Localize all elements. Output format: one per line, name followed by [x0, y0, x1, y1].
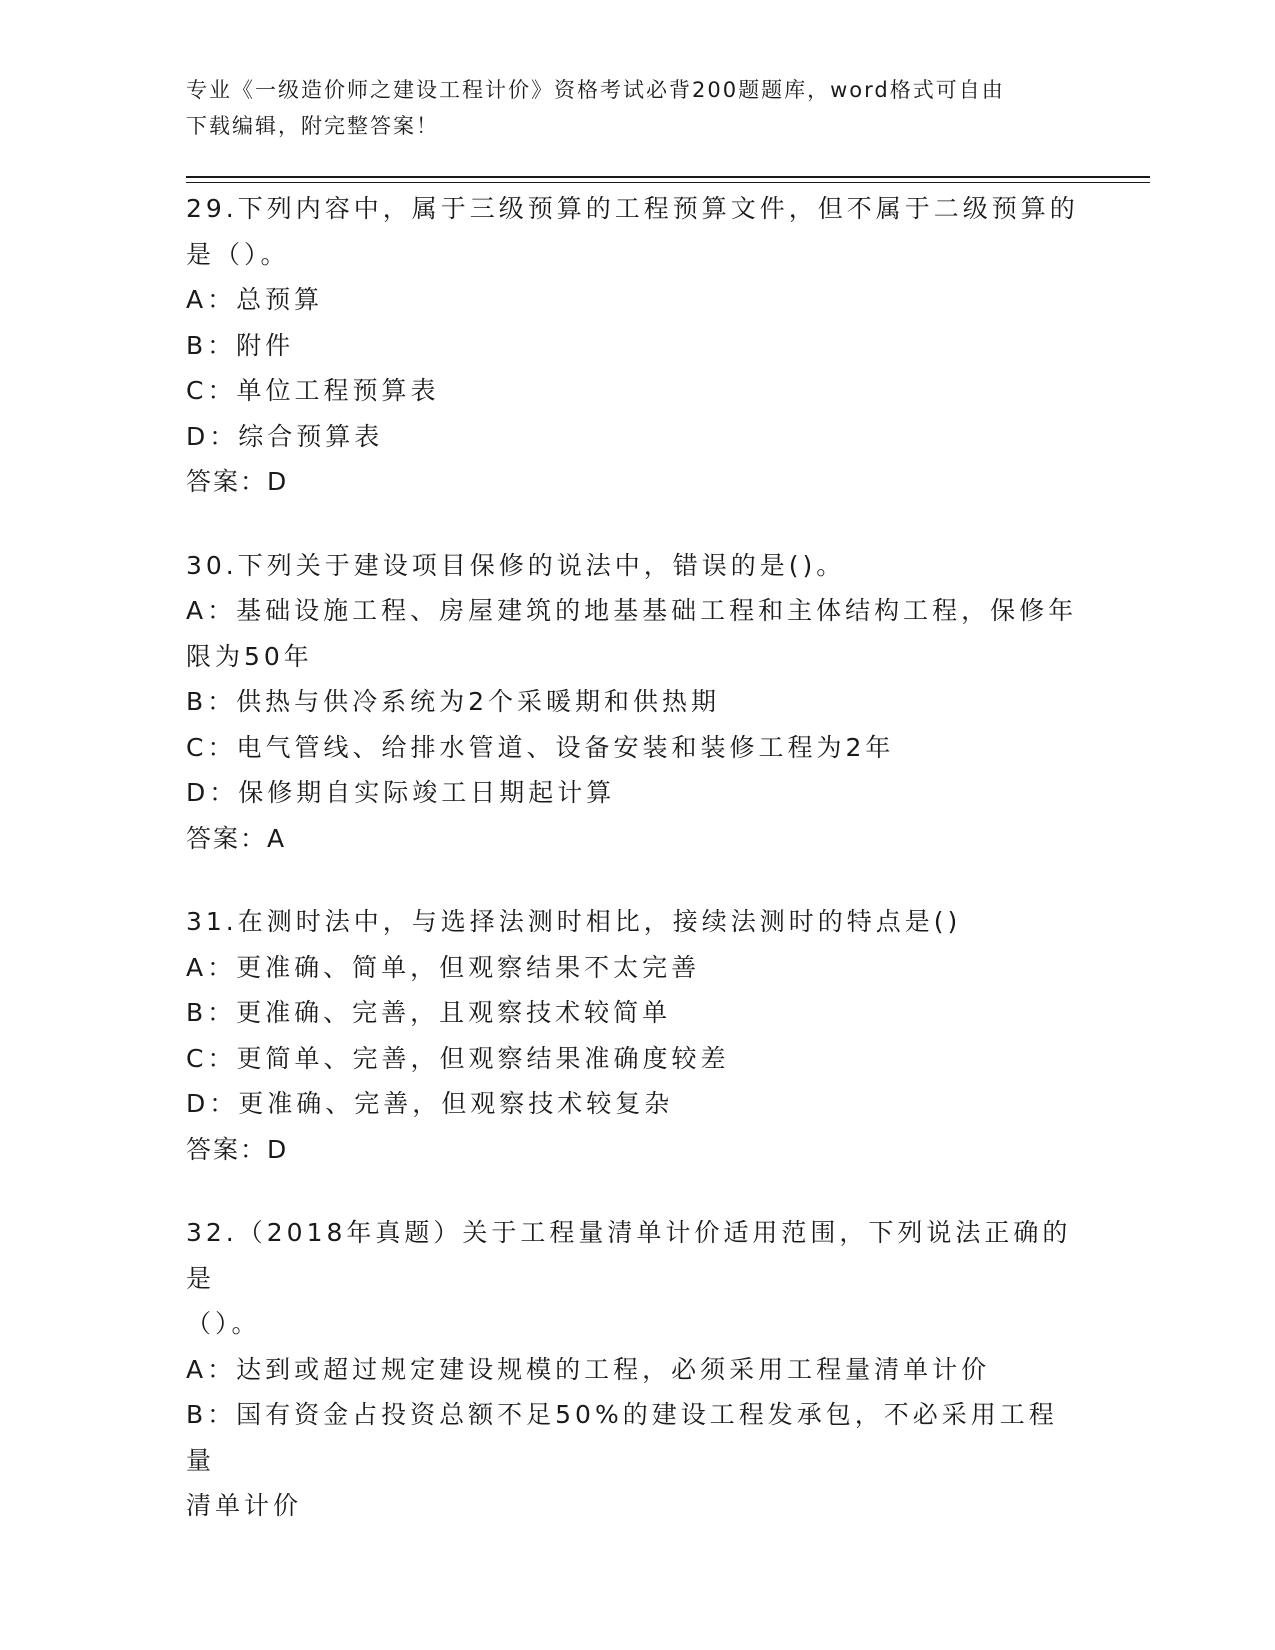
document-header [186, 72, 1066, 144]
option-line: D：更准确、完善，但观察技术较复杂 [186, 1089, 674, 1118]
option-line: B：附件 [186, 330, 295, 360]
answer-line: 答案：D [186, 1134, 289, 1164]
question-block [186, 186, 1086, 505]
question-stem-line: 32.（2018年真题）关于工程量清单计价适用范围，下列说法正确的是 [186, 1218, 1072, 1293]
answer-line: 答案：D [186, 467, 289, 496]
question-block [186, 899, 1086, 1172]
option-line: C：更简单、完善，但观察结果准确度较差 [186, 1043, 730, 1073]
question-stem-line: 是（）。 [186, 239, 290, 269]
question-stem-line: （）。 [186, 1309, 261, 1338]
option-line: B：更准确、完善，且观察技术较简单 [186, 998, 672, 1027]
option-line: D：保修期自实际竣工日期起计算 [186, 778, 616, 807]
option-line: A：达到或超过规定建设规模的工程，必须采用工程量清单计价 [186, 1354, 991, 1384]
question-stem-line: 30.下列关于建设项目保修的说法中，错误的是()。 [186, 550, 846, 580]
question-block [186, 543, 1086, 862]
question-stem-line: 29.下列内容中，属于三级预算的工程预算文件，但不属于二级预算的 [186, 194, 1079, 223]
option-line: C：单位工程预算表 [186, 376, 440, 405]
header-divider-thick [186, 176, 1150, 178]
header-line-1: 专业《一级造价师之建设工程计价》资格考试必背200题题库，word格式可自由 [186, 78, 1005, 102]
answer-line: 答案：A [186, 823, 287, 853]
option-line: B：国有资金占投资总额不足50%的建设工程发承包，不必采用工程量 [186, 1400, 1058, 1475]
option-line: D：综合预算表 [186, 421, 384, 451]
question-list [186, 186, 1086, 1567]
option-line: 限为50年 [186, 641, 313, 671]
question-stem-line: 31.在测时法中，与选择法测时相比，接续法测时的特点是() [186, 907, 962, 936]
option-line: A：基础设施工程、房屋建筑的地基基础工程和主体结构工程，保修年 [186, 596, 1078, 625]
option-line: 清单计价 [186, 1491, 303, 1520]
option-line: B：供热与供冷系统为2个采暖期和供热期 [186, 687, 721, 716]
header-line-2: 下载编辑，附完整答案！ [186, 114, 439, 138]
header-divider-thin [186, 182, 1150, 183]
option-line: A：更准确、简单，但观察结果不太完善 [186, 952, 701, 982]
question-block [186, 1210, 1086, 1529]
option-line: A：总预算 [186, 285, 324, 314]
option-line: C：电气管线、给排水管道、设备安装和装修工程为2年 [186, 732, 895, 762]
